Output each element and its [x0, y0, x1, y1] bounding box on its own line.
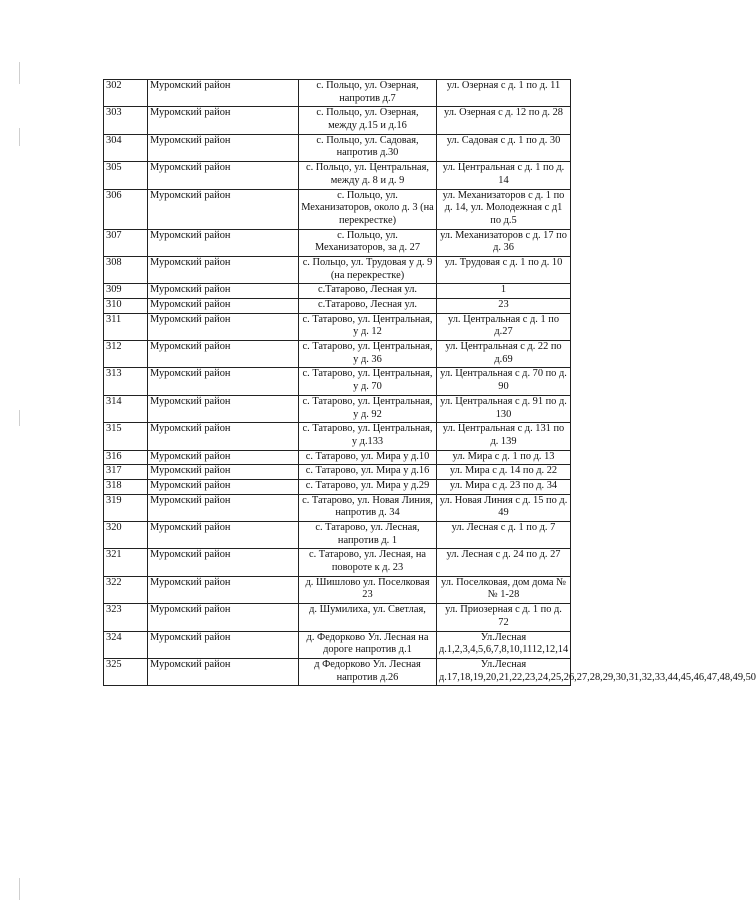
collection-points-table — [103, 79, 756, 686]
location-address-cell: с. Татарово, ул. Центральная, у д. 92 — [299, 395, 437, 422]
row-number: 317 — [104, 465, 148, 480]
location-address-cell: с. Татарово, ул. Центральная, у д. 70 — [299, 368, 437, 395]
district-cell: Муромский район — [148, 604, 299, 631]
district-cell: Муромский район — [148, 284, 299, 299]
location-address-cell: с. Татарово, ул. Новая Линия, напротив д. 34 — [299, 494, 437, 521]
row-number: 307 — [104, 229, 148, 256]
district-cell: Муромский район — [148, 162, 299, 189]
table-row — [104, 299, 571, 314]
served-houses-cell: ул. Центральная с д. 131 по д. 139 — [437, 423, 571, 450]
row-number: 322 — [104, 576, 148, 603]
served-houses-cell: Ул.Лесная д.1,2,3,4,5,6,7,8,10,1112,12,14 — [437, 631, 571, 658]
row-number: 304 — [104, 134, 148, 161]
served-houses-cell: ул. Мира с д. 14 по д. 22 — [437, 465, 571, 480]
served-houses-cell: ул. Механизаторов с д. 17 по д. 36 — [437, 229, 571, 256]
table-row — [104, 134, 571, 161]
table-row — [104, 494, 571, 521]
location-address-cell: д. Шишлово ул. Поселковая 23 — [299, 576, 437, 603]
served-houses-cell: ул. Озерная с д. 1 по д. 11 — [437, 80, 571, 107]
served-houses-cell: ул. Центральная с д. 1 по д.27 — [437, 313, 571, 340]
location-address-cell: с. Татарово, ул. Центральная, у д. 12 — [299, 313, 437, 340]
table-row — [104, 658, 571, 685]
served-houses-cell: ул. Центральная с д. 91 по д. 130 — [437, 395, 571, 422]
scan-margin-mark — [19, 878, 20, 900]
table-row — [104, 80, 571, 107]
row-number: 320 — [104, 522, 148, 549]
served-houses-cell: ул. Садовая с д. 1 по д. 30 — [437, 134, 571, 161]
district-cell: Муромский район — [148, 576, 299, 603]
location-address-cell: с. Польцо, ул. Озерная, напротив д.7 — [299, 80, 437, 107]
row-number: 316 — [104, 450, 148, 465]
row-number: 310 — [104, 299, 148, 314]
row-number: 318 — [104, 479, 148, 494]
row-number: 325 — [104, 658, 148, 685]
row-number: 319 — [104, 494, 148, 521]
table-row — [104, 341, 571, 368]
table-row — [104, 576, 571, 603]
served-houses-cell: ул. Мира с д. 1 по д. 13 — [437, 450, 571, 465]
location-address-cell: с. Польцо, ул. Озерная, между д.15 и д.16 — [299, 107, 437, 134]
row-number: 313 — [104, 368, 148, 395]
location-address-cell: с. Татарово, ул. Лесная, напротив д. 1 — [299, 522, 437, 549]
served-houses-cell: 1 — [437, 284, 571, 299]
location-address-cell: с. Татарово, ул. Мира у д.10 — [299, 450, 437, 465]
served-houses-cell: ул. Механизаторов с д. 1 по д. 14, ул. Молодежная с д1 по д.5 — [437, 189, 571, 229]
row-number: 315 — [104, 423, 148, 450]
table-row — [104, 465, 571, 480]
table-row — [104, 479, 571, 494]
served-houses-cell: 23 — [437, 299, 571, 314]
location-address-cell: с. Польцо, ул. Трудовая у д. 9 (на перекрестке) — [299, 256, 437, 283]
served-houses-cell: ул. Мира с д. 23 по д. 34 — [437, 479, 571, 494]
row-number: 302 — [104, 80, 148, 107]
served-houses-cell: ул. Озерная с д. 12 по д. 28 — [437, 107, 571, 134]
row-number: 306 — [104, 189, 148, 229]
table-row — [104, 522, 571, 549]
district-cell: Муромский район — [148, 631, 299, 658]
row-number: 305 — [104, 162, 148, 189]
district-cell: Муромский район — [148, 107, 299, 134]
table-row — [104, 604, 571, 631]
location-address-cell: с. Польцо, ул. Механизаторов, около д. 3 (на перекрестке) — [299, 189, 437, 229]
row-number: 312 — [104, 341, 148, 368]
row-number: 314 — [104, 395, 148, 422]
district-cell: Муромский район — [148, 299, 299, 314]
table-row — [104, 284, 571, 299]
served-houses-cell: ул. Лесная с д. 1 по д. 7 — [437, 522, 571, 549]
location-address-cell: с.Татарово, Лесная ул. — [299, 299, 437, 314]
location-address-cell: д Федорково Ул. Лесная напротив д.26 — [299, 658, 437, 685]
location-address-cell: д. Шумилиха, ул. Светлая, — [299, 604, 437, 631]
served-houses-cell: ул. Лесная с д. 24 по д. 27 — [437, 549, 571, 576]
row-number: 309 — [104, 284, 148, 299]
row-number: 323 — [104, 604, 148, 631]
district-cell: Муромский район — [148, 80, 299, 107]
table-row — [104, 162, 571, 189]
location-address-cell: с. Татарово, ул. Центральная, у д.133 — [299, 423, 437, 450]
district-cell: Муромский район — [148, 313, 299, 340]
row-number: 303 — [104, 107, 148, 134]
location-address-cell: с.Татарово, Лесная ул. — [299, 284, 437, 299]
table-row — [104, 450, 571, 465]
location-address-cell: с. Татарово, ул. Лесная, на повороте к д. 23 — [299, 549, 437, 576]
served-houses-cell: ул. Центральная с д. 1 по д. 14 — [437, 162, 571, 189]
district-cell: Муромский район — [148, 549, 299, 576]
served-houses-cell: ул. Новая Линия с д. 15 по д. 49 — [437, 494, 571, 521]
district-cell: Муромский район — [148, 658, 299, 685]
table-row — [104, 395, 571, 422]
location-address-cell: с. Польцо, ул. Механизаторов, за д. 27 — [299, 229, 437, 256]
district-cell: Муромский район — [148, 450, 299, 465]
table-row — [104, 368, 571, 395]
location-address-cell: с. Татарово, ул. Центральная, у д. 36 — [299, 341, 437, 368]
row-number: 311 — [104, 313, 148, 340]
table-row — [104, 229, 571, 256]
location-address-cell: с. Татарово, ул. Мира у д.16 — [299, 465, 437, 480]
table-row — [104, 549, 571, 576]
scan-margin-mark — [19, 410, 20, 426]
table-row — [104, 107, 571, 134]
row-number: 308 — [104, 256, 148, 283]
district-cell: Муромский район — [148, 423, 299, 450]
district-cell: Муромский район — [148, 189, 299, 229]
table-row — [104, 256, 571, 283]
district-cell: Муромский район — [148, 134, 299, 161]
table-row — [104, 313, 571, 340]
served-houses-cell: ул. Поселковая, дом дома №№ 1-28 — [437, 576, 571, 603]
table-row — [104, 423, 571, 450]
served-houses-cell: ул. Центральная с д. 22 по д.69 — [437, 341, 571, 368]
location-address-cell: с. Татарово, ул. Мира у д.29 — [299, 479, 437, 494]
location-address-cell: д. Федорково Ул. Лесная на дороге напротив д.1 — [299, 631, 437, 658]
row-number: 324 — [104, 631, 148, 658]
served-houses-cell: ул. Центральная с д. 70 по д. 90 — [437, 368, 571, 395]
row-number: 321 — [104, 549, 148, 576]
scan-margin-mark — [19, 62, 20, 84]
district-cell: Муромский район — [148, 522, 299, 549]
served-houses-cell: Ул.Лесная д.17,18,19,20,21,22,23,24,25,26,27,28,29,30,31,32,33,44,45,46,47,48,49,50 — [437, 658, 571, 685]
district-cell: Муромский район — [148, 494, 299, 521]
served-houses-cell: ул. Приозерная с д. 1 по д. 72 — [437, 604, 571, 631]
district-cell: Муромский район — [148, 395, 299, 422]
district-cell: Муромский район — [148, 368, 299, 395]
district-cell: Муромский район — [148, 479, 299, 494]
location-address-cell: с. Польцо, ул. Садовая, напротив д.30 — [299, 134, 437, 161]
district-cell: Муромский район — [148, 341, 299, 368]
district-cell: Муромский район — [148, 229, 299, 256]
table-row — [104, 189, 571, 229]
district-cell: Муромский район — [148, 256, 299, 283]
location-address-cell: с. Польцо, ул. Центральная, между д. 8 и д. 9 — [299, 162, 437, 189]
scan-margin-mark — [19, 128, 20, 146]
table-body — [104, 80, 756, 686]
served-houses-cell: ул. Трудовая с д. 1 по д. 10 — [437, 256, 571, 283]
table-row — [104, 631, 571, 658]
district-cell: Муромский район — [148, 465, 299, 480]
